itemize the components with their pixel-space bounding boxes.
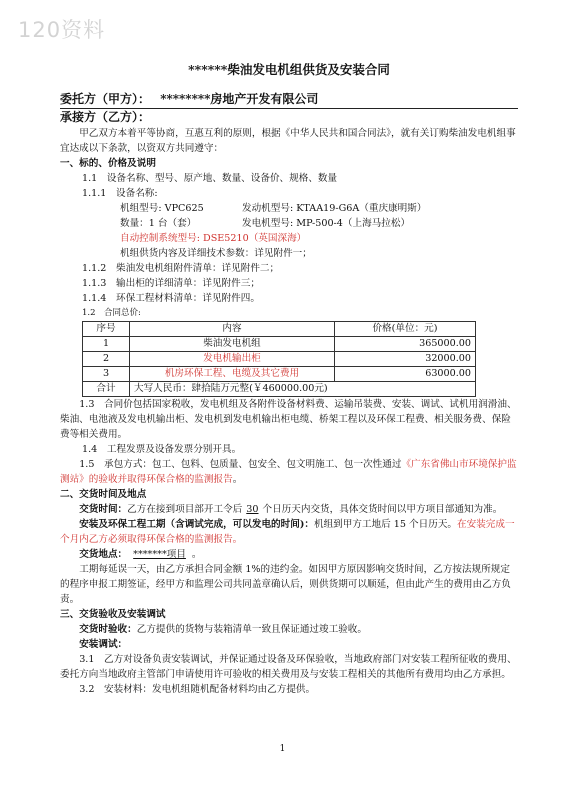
clause-1-1-4: 1.1.4 环保工程材料清单：详见附件四。 xyxy=(82,293,260,304)
acceptance-text: 乙方提供的货物与装箱清单一致且保证通过竣工验收。 xyxy=(136,624,367,635)
party-b xyxy=(60,109,518,126)
delivery-days: 30 xyxy=(246,504,259,515)
install-period xyxy=(60,517,518,547)
clause-1-1-3: 1.1.3 输出柜的详细清单：详见附件三； xyxy=(82,278,260,289)
delivery-time-text-b: 个日历天内交货，具体交货时间以甲方项目部通知为准。 xyxy=(262,504,503,515)
delivery-time-text-a: 乙方在接到项目部开工令后 xyxy=(127,504,243,515)
document-title: ******柴油发电机组供货及安装合同 xyxy=(188,62,390,77)
table-total-row xyxy=(83,382,476,397)
clause-1-2: 1.2 合同总价: xyxy=(82,308,141,318)
row-price: 63000.00 xyxy=(335,367,476,382)
clause-1-5 xyxy=(60,457,518,487)
clause-3-2: 3.2 安装材料：发电机组随机配备材料均由乙方提供。 xyxy=(79,684,316,695)
section-3-heading: 三、交货验收及安装调试 xyxy=(60,609,166,620)
delivery-place-value: *******项目 xyxy=(133,549,186,560)
install-period-text: 机组到甲方工地后 15 个日历天。 xyxy=(313,519,458,530)
model-row-2 xyxy=(60,216,518,231)
intro-paragraph: 甲乙双方本着平等协商，互惠互利的原则，根据《中华人民共和国合同法》，就有关订购柴油发电机组事宜达成以下条款，以资双方共同遵守： xyxy=(60,128,516,154)
delivery-place xyxy=(60,547,518,562)
row-price: 365000.00 xyxy=(335,337,476,352)
model-row-1 xyxy=(60,201,518,216)
total-label: 合计 xyxy=(83,382,130,397)
party-a-name: ********房地产开发有限公司 xyxy=(160,92,319,106)
price-table xyxy=(82,321,476,397)
control-system: 自动控制系统型号: DSE5210（英国深海） xyxy=(120,233,307,244)
clause-1-3: 1.3 合同价包括国家税收，发电机组及各附件设备材料费、运输吊装费、安装、调试、试机用润滑油、柴油、电池液及发电机输出柜、发电机到发电机输出柜电缆、桥架工程以及环保工程费、相关服务费、保险费等相关费用。 xyxy=(60,399,517,440)
party-a-label: 委托方（甲方）： xyxy=(60,92,151,106)
section-1-heading: 一、标的、价格及说明 xyxy=(60,158,156,169)
section-2-heading: 二、交货时间及地点 xyxy=(60,489,147,500)
row-price: 32000.00 xyxy=(335,352,476,367)
table-row xyxy=(83,367,476,382)
clause-1-5-red: 《广东省佛山市环境保护监测站》的验收并取得环保合格的监测报告 xyxy=(60,459,517,485)
clause-1-1-2: 1.1.2 柴油发电机组附件清单：详见附件二； xyxy=(82,263,280,274)
supply-scope: 机组供货内容及详细技术参数：详见附件一； xyxy=(120,248,312,259)
commissioning-label: 安装调试： xyxy=(79,639,128,650)
install-period-red: 在安装完成一个月内乙方必须取得环保合格的监测报告。 xyxy=(60,519,515,545)
clause-1-1: 1.1 设备名称、型号、原产地、数量、设备价、规格、数量 xyxy=(82,173,338,184)
acceptance-label: 交货时验收： xyxy=(79,624,137,635)
engine-model: 发动机型号: KTAA19-G6A（重庆康明斯） xyxy=(242,203,427,214)
acceptance xyxy=(60,622,518,637)
delivery-place-label: 交货地点： xyxy=(79,549,128,560)
row-no: 2 xyxy=(83,352,130,367)
header-content: 内容 xyxy=(130,322,335,337)
delivery-place-end: 。 xyxy=(191,549,202,560)
total-amount: 大写人民币：肆拾陆万元整(￥460000.00元) xyxy=(130,382,476,397)
row-content: 柴油发电机组 xyxy=(130,337,335,352)
quantity: 数量：1 台（套） xyxy=(120,218,197,229)
clause-1-5-text: 1.5 承包方式：包工、包料、包质量、包安全、包文明施工、包一次性通过 xyxy=(79,459,402,470)
delivery-time-label: 交货时间： xyxy=(79,504,128,515)
header-no: 序号 xyxy=(83,322,130,337)
party-b-label: 承接方（乙方）： xyxy=(60,110,151,124)
table-header-row xyxy=(83,322,476,337)
table-row xyxy=(83,352,476,367)
party-a xyxy=(60,91,518,109)
clause-1-5-end: 。 xyxy=(232,474,243,485)
header-price: 价格(单位：元) xyxy=(335,322,476,337)
row-content: 机房环保工程、电缆及其它费用 xyxy=(130,367,335,382)
contract-page xyxy=(60,62,518,697)
row-no: 1 xyxy=(83,337,130,352)
clause-1-1-1: 1.1.1 设备名称: xyxy=(82,188,158,199)
clause-3-1: 3.1 乙方对设备负责安装调试，并保证通过设备及环保验收，当地政府部门对安装工程所征收的费用、委托方向当地政府主管部门申请使用许可验收的相关费用及与安装工程相关的其他所有费用均由乙方承担。 xyxy=(60,654,517,680)
row-no: 3 xyxy=(83,367,130,382)
delivery-time xyxy=(60,502,518,517)
install-period-label: 安装及环保工程工期（含调试完成，可以发电的时间)： xyxy=(79,519,314,530)
clause-1-4: 1.4 工程发票及设备发票分别开具。 xyxy=(82,444,242,455)
row-content: 发电机输出柜 xyxy=(130,352,335,367)
delay-penalty: 工期每延误一天，由乙方承担合同金额 1%的违约金。如因甲方原因影响交货时间，乙方按法规所规定的程序申报工期签证，经甲方和监理公司共同盖章确认后，则供货期可以顺延，但由此产生的费用由乙方负责。 xyxy=(60,564,511,605)
page-number: 1 xyxy=(279,744,286,754)
unit-model: 机组型号: VPC625 xyxy=(120,203,204,214)
watermark: 120资料 xyxy=(18,18,106,42)
table-row xyxy=(83,337,476,352)
alternator-model: 发电机型号: MP-500-4（上海马拉松） xyxy=(242,218,411,229)
